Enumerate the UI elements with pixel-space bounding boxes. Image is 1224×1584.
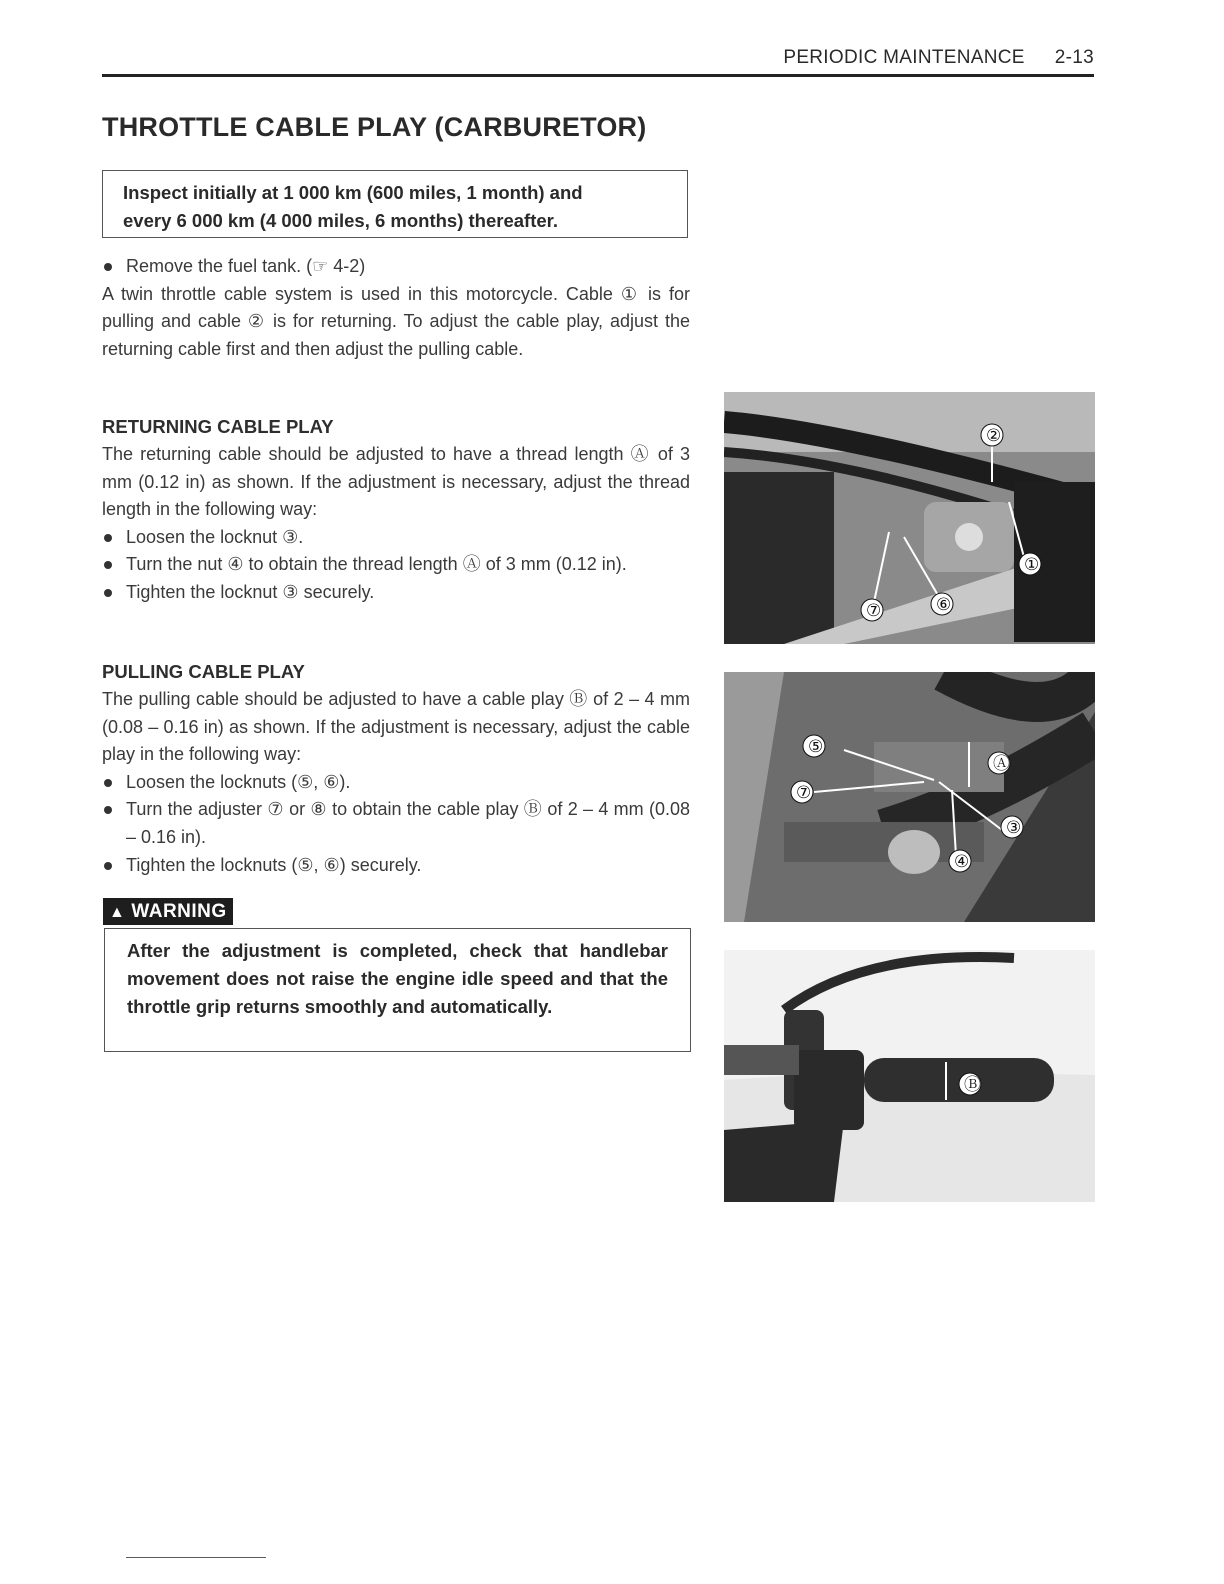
warning-box: After the adjustment is completed, check that handlebar movement does not raise the engine idle speed and that the throttle grip returns smoothly and automatically. (104, 928, 691, 1052)
warning-label (103, 898, 233, 925)
pulling-block (102, 686, 690, 879)
section-title: THROTTLE CABLE PLAY (CARBURETOR) (102, 112, 647, 142)
warning-triangle-icon: ▲ (109, 904, 126, 921)
photo2-label-4: ④ (954, 852, 970, 872)
page-header (102, 44, 1094, 77)
photo-throttle-housing (724, 392, 1095, 644)
photo1-label-7: ⑦ (866, 601, 882, 621)
intro-paragraph: A twin throttle cable system is used in this motorcycle. Cable ① is for pulling and cable ② is for returning. To adjust the cable play, adjust the returning cable first and then adjust the pulling cable. (102, 283, 690, 359)
photo-throttle-grip (724, 950, 1095, 1202)
inspect-line-2: every 6 000 km (4 000 miles, 6 months) thereafter. (123, 210, 558, 231)
pulling-step-2: Turn the adjuster ⑦ or ⑧ to obtain the cable play Ⓑ of 2 – 4 mm (0.08 – 0.16 in). (102, 796, 690, 851)
photo1-label-1: ① (1024, 555, 1040, 575)
photo2-label-5: ⑤ (808, 737, 824, 757)
returning-step-2: Turn the nut ④ to obtain the thread length Ⓐ of 3 mm (0.12 in). (102, 551, 690, 579)
photo1-label-6: ⑥ (936, 595, 952, 615)
returning-step-3: Tighten the locknut ③ securely. (102, 579, 690, 607)
returning-step-1: Loosen the locknut ③. (102, 524, 690, 552)
returning-paragraph: The returning cable should be adjusted to have a thread length Ⓐ of 3 mm (0.12 in) as shown. If the adjustment is necessary, adjust the thread length in the following way: (102, 444, 690, 520)
page-number: 2-13 (1054, 47, 1094, 68)
photo-carburetor-adjusters (724, 672, 1095, 922)
returning-heading: RETURNING CABLE PLAY (102, 416, 334, 437)
pulling-step-3: Tighten the locknuts (⑤, ⑥) securely. (102, 852, 690, 880)
inspect-line-1: Inspect initially at 1 000 km (600 miles, 1 month) and (123, 182, 583, 203)
pulling-step-1: Loosen the locknuts (⑤, ⑥). (102, 769, 690, 797)
header-section: PERIODIC MAINTENANCE (783, 47, 1025, 68)
footer-rule (126, 1557, 266, 1558)
warning-label-text: WARNING (131, 901, 227, 922)
pulling-heading: PULLING CABLE PLAY (102, 661, 305, 682)
photo1-label-2: ② (986, 426, 1002, 446)
intro-bullet: Remove the fuel tank. (☞ 4-2) (102, 253, 690, 281)
returning-block (102, 441, 690, 607)
intro-block (102, 253, 690, 363)
header-title (783, 47, 1094, 69)
photo3-label-B: Ⓑ (964, 1075, 981, 1095)
inspection-interval-box (102, 170, 688, 238)
photo2-label-7: ⑦ (796, 783, 812, 803)
photo2-label-3: ③ (1006, 818, 1022, 838)
pulling-paragraph: The pulling cable should be adjusted to have a cable play Ⓑ of 2 – 4 mm (0.08 – 0.16 in) as shown. If the adjustment is necessary, adjust the cable play in the following way: (102, 689, 690, 765)
photo2-label-A: Ⓐ (993, 754, 1010, 774)
